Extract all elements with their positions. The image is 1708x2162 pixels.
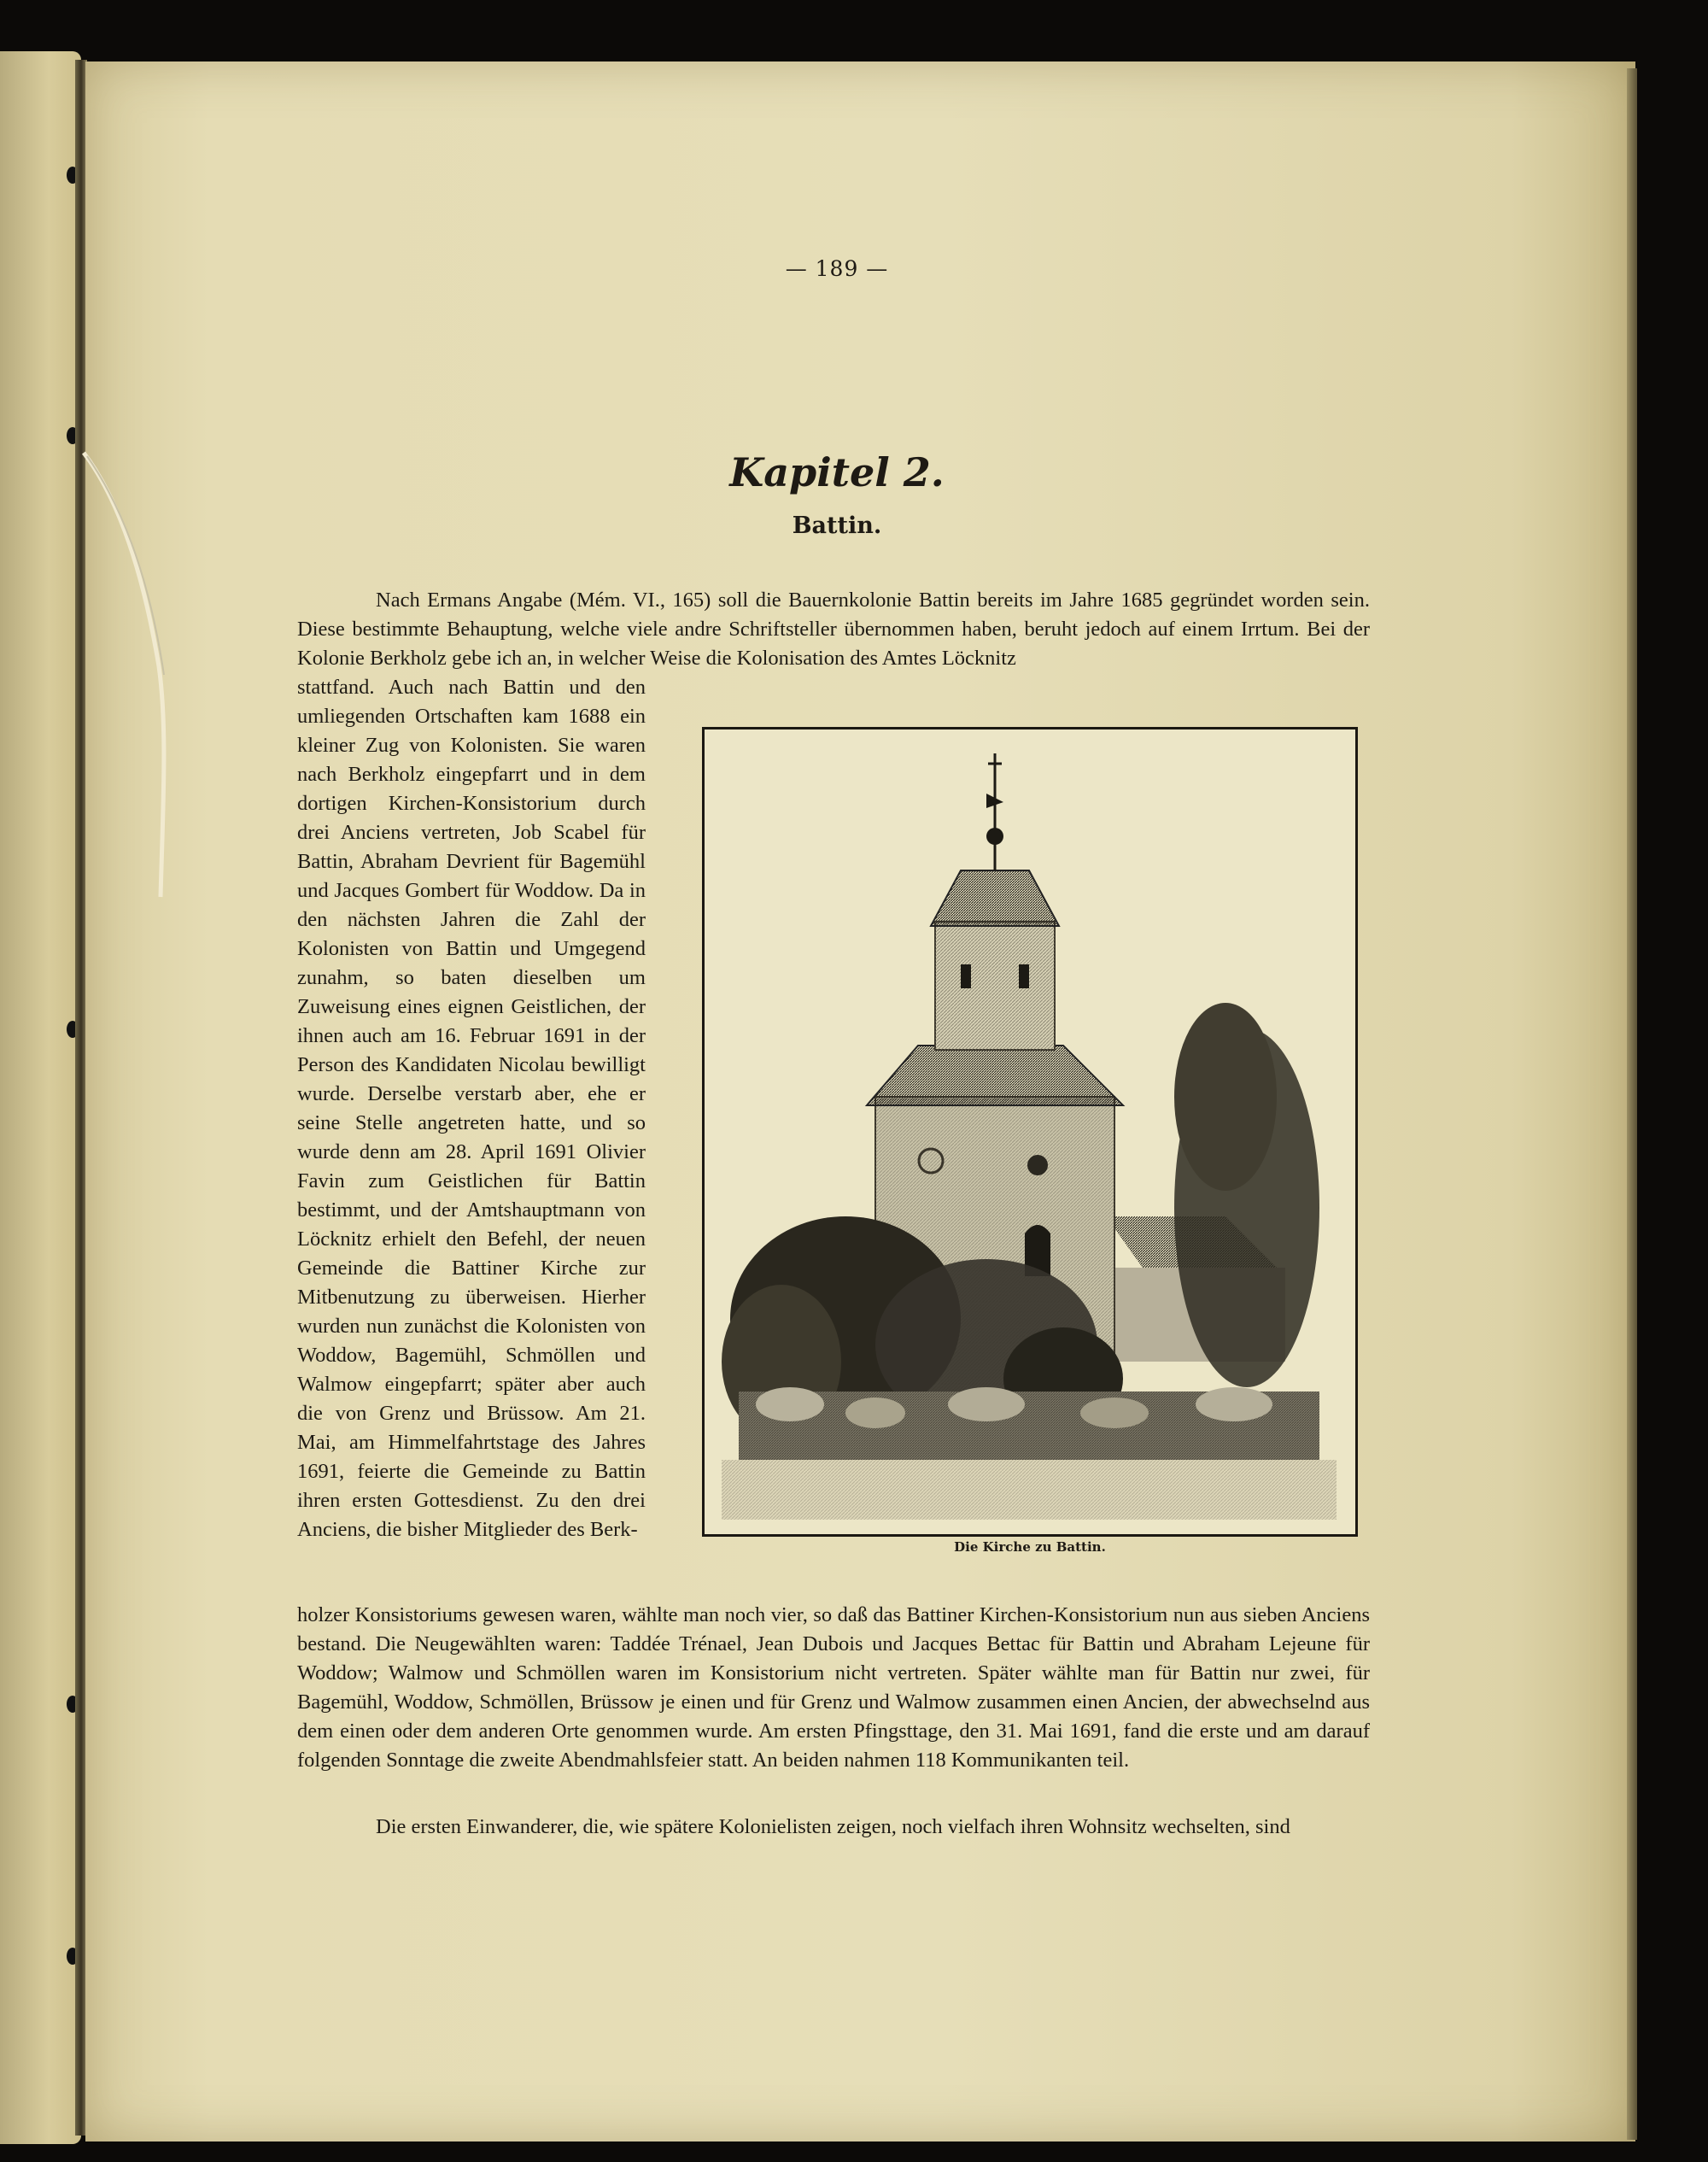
paragraph-last-line: Die ersten Einwanderer, die, wie spätere Kolonielisten zeigen, noch vielfach ihren Wohnsitz wechselten, sind <box>376 1815 1290 1838</box>
paragraph-intro: Nach Ermans Angabe (Mém. VI., 165) soll die Bauernkolonie Battin bereits im Jahre 1685 gegründet worden sein. Diese bestimmte Behauptung, welche viele andre Schriftsteller übernommen haben, beruht jedoch auf einem Irrtum. Bei der Kolonie Berkholz gebe ich an, in welcher Weise die Kolonisation des Amtes Löcknitz <box>297 589 1370 670</box>
left-page-edge <box>0 51 81 2144</box>
section-title: Battin. <box>792 513 882 539</box>
paragraph-continuation: holzer Konsistoriums gewesen waren, wählte man noch vier, so daß das Battiner Kirchen-Konsistorium nun aus sieben Anciens bestand. Die Neugewählten waren: Taddée Trénael, Jean Dubois und Jacques Bettac für Battin und Abraham Lejeune für Woddow; Walmow und Schmöllen waren im Konsistorium nicht vertreten. Später wählte man für Battin nur zwei, für Bagemühl, Woddow, Schmöllen, Brüssow je einen und für Grenz und Walmow zusammen einen Ancien, der abwechselnd aus dem einen oder dem anderen Orte genommen wurde. Am ersten Pfingsttage, den 31. Mai 1691, fand die erste und am darauf folgenden Sonntage die zweite Abendmahlsfeier statt. An beiden nahmen 118 Kommunikanten teil. <box>297 1603 1370 1772</box>
page-number: — 189 — <box>785 256 889 281</box>
binding-thread <box>82 444 167 905</box>
chapter-title: Kapitel 2. <box>729 449 945 495</box>
church-drawing <box>705 729 1355 1534</box>
church-illustration <box>702 727 1358 1537</box>
figure-caption: Die Kirche zu Battin. <box>954 1539 1106 1555</box>
paragraph-column: stattfand. Auch nach Battin und den umliegenden Ortschaften kam 1688 ein kleiner Zug von Kolonisten. Sie waren nach Berkholz eingepfarrt und in dem dortigen Kirchen-Konsistorium durch drei Anciens vertreten, Job Scabel für Battin, Abraham Devrient für Bagemühl und Jacques Gombert für Woddow. Da in den nächsten Jahren die Zahl der Kolonisten von Battin und Umgegend zunahm, so baten dieselben um Zuweisung eines eignen Geistlichen, der ihnen auch am 16. Februar 1691 in der Person des Kandidaten Nicolau bewilligt wurde. Derselbe verstarb aber, ehe er seine Stelle angetreten hatte, und so wurde denn am 28. April 1691 Olivier Favin zum Geistlichen für Battin bestimmt, und der Amtshauptmann von Löcknitz erhielt den Befehl, der neuen Gemeinde die Battiner Kirche zur Mitbenutzung zu überweisen. Hierher wurden nun zunächst die Kolonisten von Woddow, Bagemühl, Schmöllen und Walmow eingepfarrt; später aber auch die von Grenz und Brüssow. Am 21. Mai, am Himmelfahrtstage des Jahres 1691, feierte die Gemeinde zu Battin ihren ersten Gottesdienst. Zu den drei Anciens, die bisher Mitglieder des Berk- <box>297 676 646 1541</box>
page-edge <box>1627 68 1637 2140</box>
